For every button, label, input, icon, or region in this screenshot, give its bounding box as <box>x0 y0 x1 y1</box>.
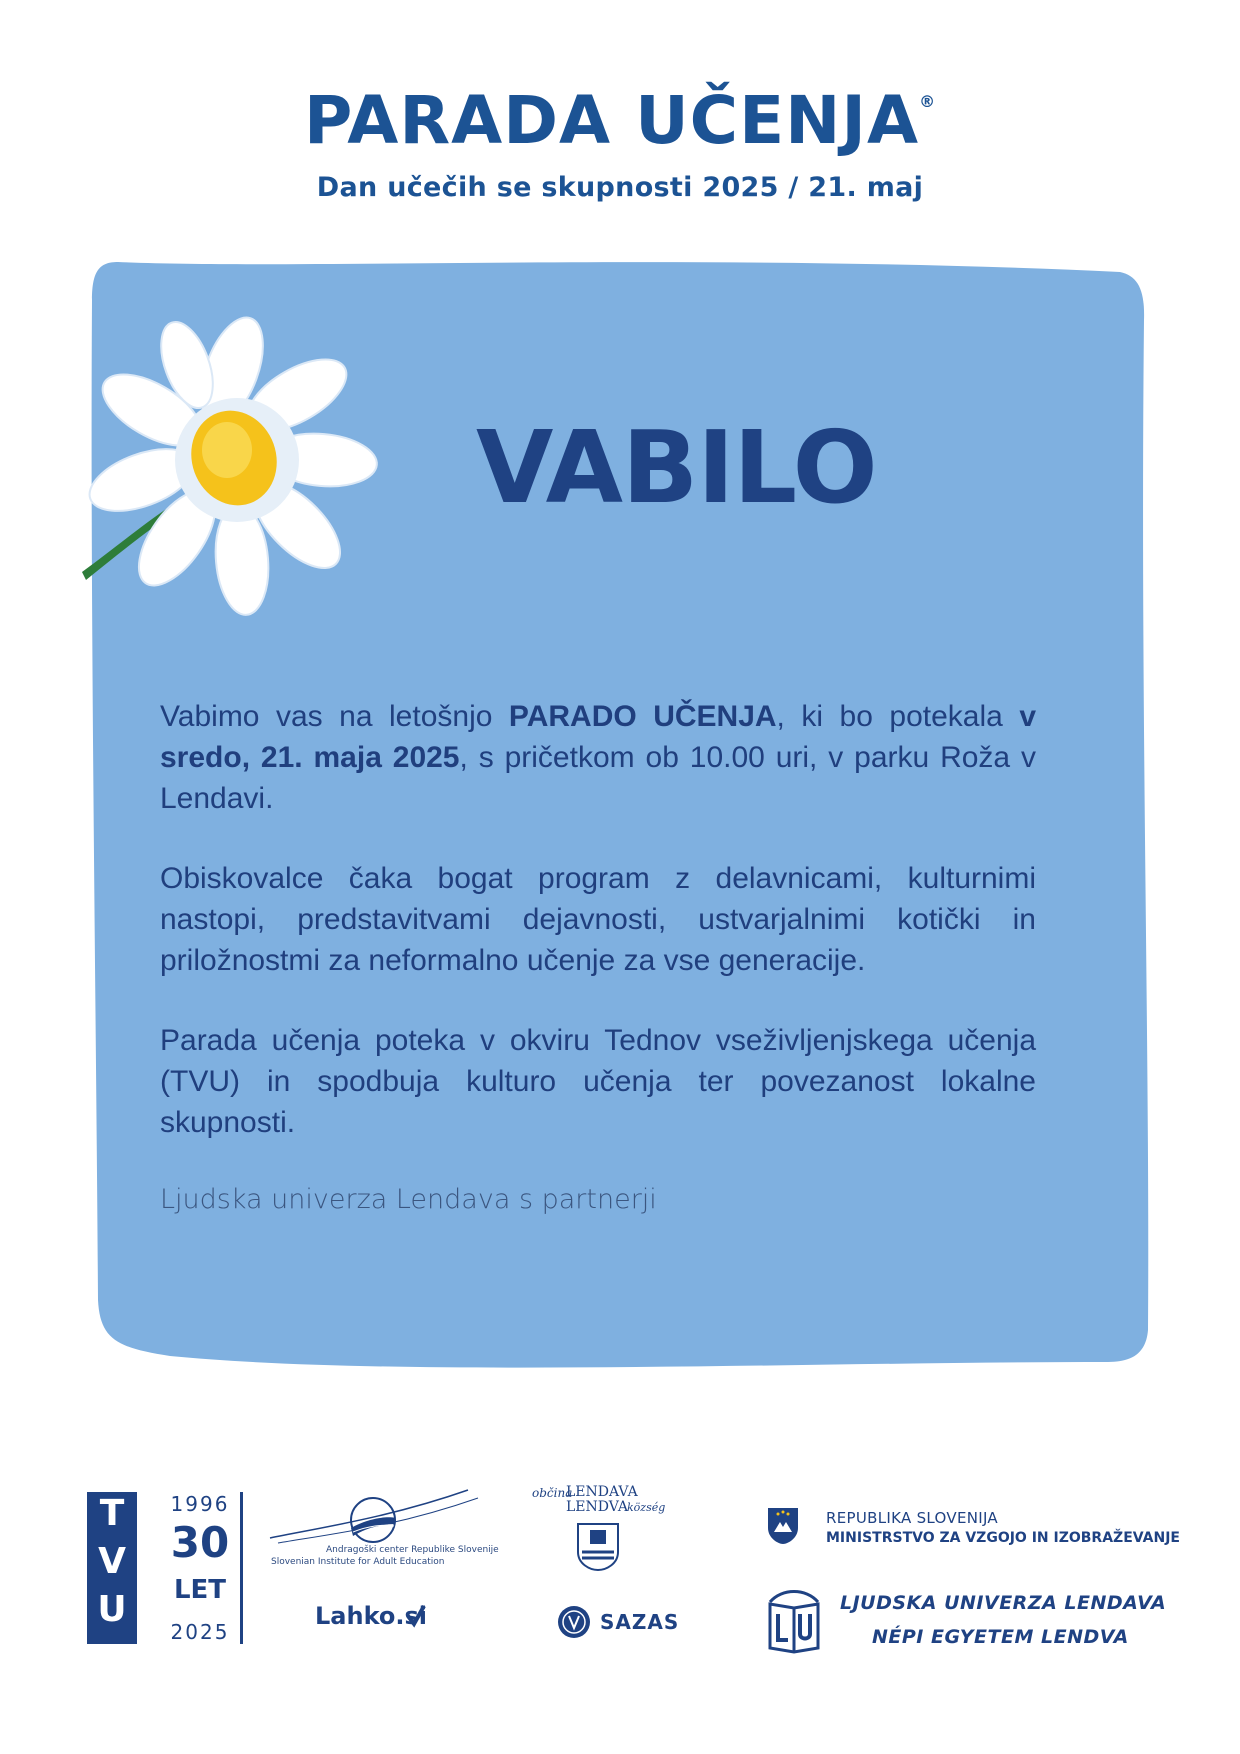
obcina-label: občina <box>532 1486 573 1500</box>
acs-name-en: Slovenian Institute for Adult Education <box>271 1557 445 1567</box>
tvu-year-end: 2025 <box>170 1620 230 1644</box>
p1-date: v sredo, 21. maja 2025 <box>160 700 1036 774</box>
obcina-kozseg-label: község <box>627 1501 666 1514</box>
p1-event-name: PARADO UČENJA <box>508 700 777 733</box>
obcina-name-hu: LENDVA <box>566 1499 629 1515</box>
tvu-year-start: 1996 <box>170 1492 230 1516</box>
paragraph-3: Parada učenja poteka v okviru Tednov vseživljenjskega učenja (TVU) in spodbuja kulturo učenja ter povezanost lokalne skupnosti. <box>160 1024 1036 1139</box>
tvu-divider <box>240 1492 243 1644</box>
ministry-name: MINISTRSTVO ZA VZGOJO IN IZOBRAŽEVANJE <box>826 1530 1180 1546</box>
sazas-icon <box>556 1604 592 1640</box>
wave-logo-icon <box>268 1488 483 1548</box>
p1-text-a: Vabimo vas na letošnjo <box>160 700 509 733</box>
p1-text-e: , s pričetkom ob 10.00 uri, v parku Roža v Lendavi. <box>160 741 1036 815</box>
lu-name-hu: NÉPI EGYETEM LENDVA <box>872 1626 1129 1648</box>
brand-title <box>0 82 1240 159</box>
tvu-letter-v: V <box>98 1541 126 1582</box>
obcina-name-sl: LENDAVA <box>566 1484 638 1500</box>
paragraph-2: Obiskovalce čaka bogat program z delavnicami, kulturnimi nastopi, predstavitvami dejavnosti, ustvarjalnimi kotički in priložnostmi za neformalno učenje za vse generacije. <box>160 862 1036 977</box>
lu-name-sl: LJUDSKA UNIVERZA LENDAVA <box>840 1592 1167 1614</box>
invitation-body <box>160 696 1036 1182</box>
registered-mark: ® <box>919 92 937 111</box>
tvu-unit: LET <box>173 1575 227 1605</box>
coat-of-arms-icon <box>576 1522 620 1572</box>
sazas-label: SAZAS <box>600 1610 680 1634</box>
tvu-letter-u: U <box>97 1589 127 1630</box>
tagline: Dan učečih se skupnosti 2025 / 21. maj <box>316 172 924 203</box>
daisy-illustration <box>82 310 382 630</box>
invitation-title: VABILO <box>476 409 877 526</box>
republic-name: REPUBLIKA SLOVENIJA <box>826 1509 998 1527</box>
signature: Ljudska univerza Lendava s partnerji <box>160 1184 657 1215</box>
acs-name-sl: Andragoški center Republike Slovenije <box>326 1545 499 1555</box>
page-header <box>0 82 1240 203</box>
brand-name: PARADA UČENJA <box>303 82 920 159</box>
tvu-letter-t: T <box>99 1493 125 1534</box>
tvu-number: 30 <box>170 1518 230 1567</box>
lahko-logo-text: Lahko.si <box>315 1602 428 1630</box>
checkmark-icon <box>406 1604 426 1628</box>
p1-text-c: , ki bo potekala <box>776 700 1020 733</box>
lu-book-icon <box>766 1588 822 1654</box>
paragraph-1 <box>160 696 1036 819</box>
slovenia-crest-icon <box>766 1506 800 1546</box>
